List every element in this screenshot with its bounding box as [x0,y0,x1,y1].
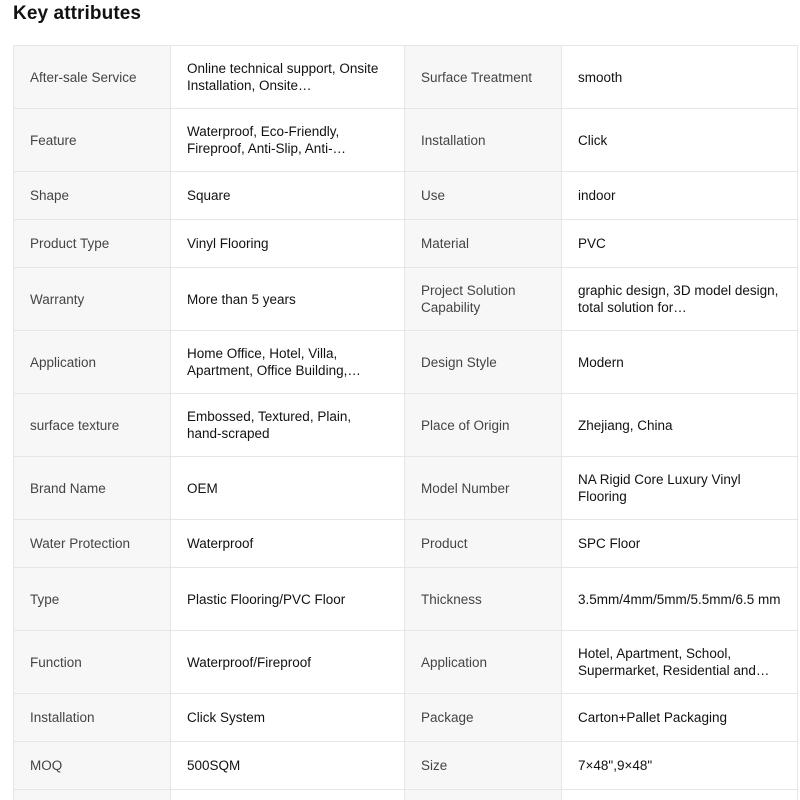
attribute-value-cell [562,220,798,268]
attributes-table [13,45,798,800]
attribute-name-cell [405,568,562,631]
attribute-name-cell [14,457,171,520]
attribute-value: NA Rigid Core Luxury Vinyl Flooring [578,472,741,504]
attribute-name: Project Solution Capability [421,283,516,315]
attribute-value-cell [171,394,405,457]
attribute-value-cell [562,172,798,220]
section-title: Key attributes [13,3,142,24]
table-row [14,568,798,631]
table-row [14,220,798,268]
attribute-name: Installation [30,710,95,725]
attribute-name: Brand Name [30,480,106,496]
attribute-name-cell [405,109,562,172]
attribute-name: Material [421,236,470,251]
attribute-value: Embossed, Textured, Plain, hand-scraped [187,409,352,441]
attribute-value: Plastic Flooring/PVC Floor [187,591,346,607]
attribute-name-cell [14,268,171,331]
attribute-value: SPC Floor [578,536,641,551]
table-row [14,268,798,331]
attribute-value: PVC [578,236,606,251]
attribute-value-cell [171,220,405,268]
table-row [14,457,798,520]
table-row [14,790,798,800]
attribute-name-cell [405,742,562,790]
attribute-name: Place of Origin [421,417,510,433]
attribute-name-cell [14,172,171,220]
attribute-value: indoor [578,188,616,203]
table-row [14,394,798,457]
attribute-name-cell [14,694,171,742]
attribute-value-cell [562,109,798,172]
attribute-name: Application [421,654,488,670]
attribute-name-cell [14,631,171,694]
attribute-name-cell [405,172,562,220]
attribute-name: Feature [30,132,77,148]
attribute-value-cell [562,46,798,109]
attribute-name: Product [421,536,468,551]
attribute-value-cell [171,631,405,694]
attribute-value-cell [171,457,405,520]
attribute-name: Surface Treatment [421,69,533,85]
attribute-name: Warranty [30,291,85,307]
attribute-value: Vinyl Flooring [187,236,269,251]
attribute-value-cell [171,46,405,109]
table-row [14,694,798,742]
attribute-value: Waterproof [187,536,254,551]
attribute-value: Hotel, Apartment, School, Supermarket, Residential and… [578,646,770,678]
attribute-name: Shape [30,188,70,203]
attribute-value: OEM [187,480,218,496]
attribute-name-cell [405,457,562,520]
attribute-name-cell [405,394,562,457]
attribute-value-cell [171,694,405,742]
attribute-name-cell [14,520,171,568]
attribute-value: Waterproof, Eco-Friendly, Fireproof, Anti-Slip, Anti-… [187,124,347,156]
attribute-value: Modern [578,354,624,370]
table-row [14,520,798,568]
attribute-value-cell [562,331,798,394]
attribute-value: Square [187,188,231,203]
attribute-name: Thickness [421,591,482,607]
attribute-value: 7×48",9×48" [578,758,653,773]
attribute-value: More than 5 years [187,291,296,307]
table-row [14,172,798,220]
attribute-value-cell [562,631,798,694]
attribute-name-cell [14,790,171,800]
attribute-value-cell [171,568,405,631]
attribute-name: Package [421,710,474,725]
attribute-name-cell [14,394,171,457]
attribute-name-cell [405,268,562,331]
attribute-value: Carton+Pallet Packaging [578,710,727,725]
attribute-name-cell [405,331,562,394]
attribute-name: MOQ [30,758,63,773]
attribute-value-cell [562,394,798,457]
attribute-name-cell [14,220,171,268]
attribute-name: Application [30,354,97,370]
attribute-value: Waterproof/Fireproof [187,654,312,670]
attribute-value-cell [562,742,798,790]
attribute-value-cell [171,520,405,568]
attribute-name-cell [405,631,562,694]
table-row [14,742,798,790]
attribute-value-cell [171,172,405,220]
attribute-name-cell [405,520,562,568]
attribute-name-cell [14,46,171,109]
attribute-value-cell [562,457,798,520]
attribute-name: Use [421,188,446,203]
attribute-value: smooth [578,69,623,85]
attribute-name-cell [405,694,562,742]
attribute-name-cell [14,742,171,790]
attribute-value: Click System [187,710,266,725]
table-row [14,631,798,694]
table-row [14,109,798,172]
attribute-value: Home Office, Hotel, Villa, Apartment, Office Building,… [187,346,361,378]
attribute-value: 500SQM [187,758,241,773]
attribute-name: surface texture [30,417,120,433]
attribute-value-cell [562,694,798,742]
table-row [14,46,798,109]
attribute-name: Function [30,654,82,670]
attribute-name: Installation [421,132,486,148]
table-row [14,331,798,394]
attribute-value: Zhejiang, China [578,417,673,433]
attribute-value: Online technical support, Onsite Installation, Onsite… [187,61,379,93]
attribute-name: Size [421,758,448,773]
attributes-table-body [14,46,798,800]
attribute-name-cell [14,109,171,172]
attribute-value: Click [578,132,608,148]
attribute-name: Type [30,591,60,607]
attribute-name: Product Type [30,236,110,251]
attribute-value-cell [171,742,405,790]
attribute-name-cell [14,568,171,631]
attribute-name-cell [405,46,562,109]
attribute-value: graphic design, 3D model design, total solution for… [578,283,779,315]
attribute-name: Model Number [421,480,510,496]
attribute-value-cell [171,790,405,800]
attribute-name: After-sale Service [30,69,137,85]
attribute-name-cell [405,790,562,800]
attribute-value-cell [562,268,798,331]
attribute-value-cell [562,568,798,631]
attribute-value-cell [171,109,405,172]
attribute-name-cell [405,220,562,268]
attribute-name: Design Style [421,354,497,370]
attribute-value: 3.5mm/4mm/5mm/5.5mm/6.5 mm [578,591,781,607]
attribute-value-cell [562,790,798,800]
attribute-value-cell [171,268,405,331]
attribute-name-cell [14,331,171,394]
attribute-value-cell [171,331,405,394]
attribute-value-cell [562,520,798,568]
attribute-name: Water Protection [30,536,131,551]
